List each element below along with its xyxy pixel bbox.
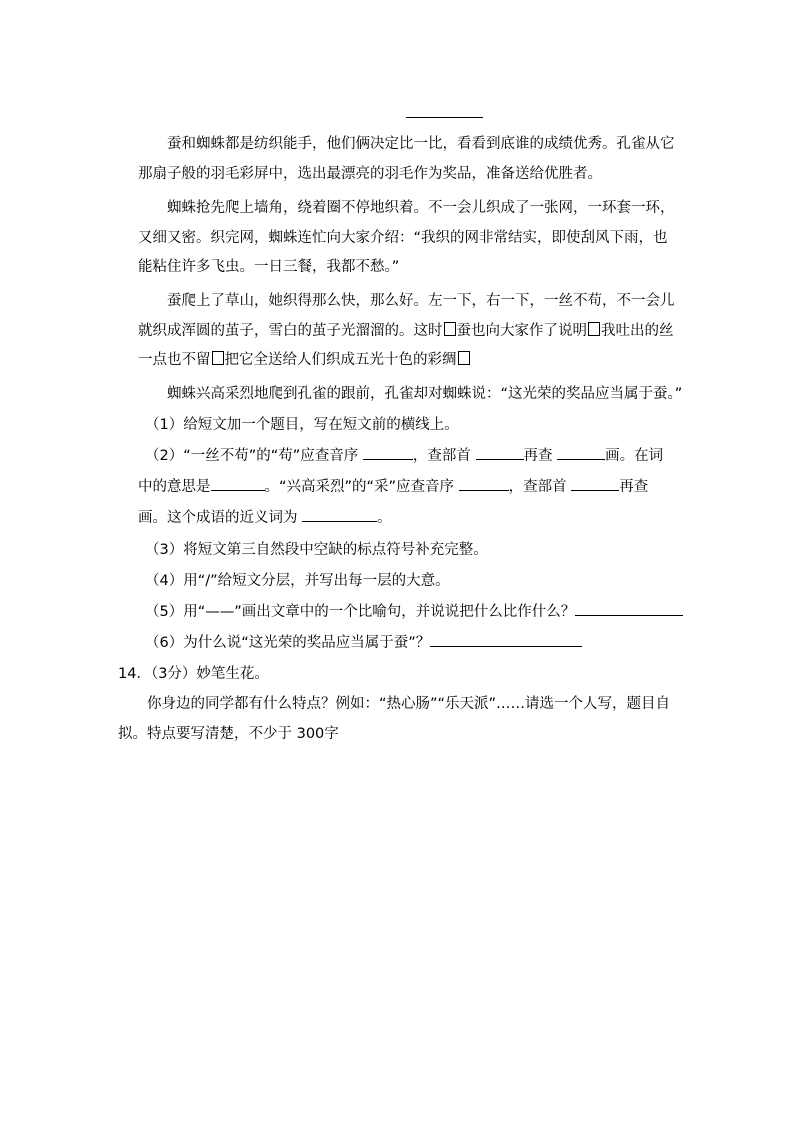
answer-blank[interactable] — [476, 445, 524, 460]
p3-text-b: 蚕也向大家作了说明 — [456, 322, 587, 339]
passage-paragraph-2: 蜘蛛抢先爬上墙角，绕着圈不停地织着。不一会儿织成了一张网，一环套一环，又细又密。织完网，蜘蛛连忙向大家介绍：“我织的网非常结实，即使刮风下雨，也能粘住许多飞虫。一日三餐，我都不愁。” — [138, 200, 675, 275]
question-2-line-1 — [145, 441, 680, 471]
q2-text: （2）“一丝不苟”的“苟”应查音序 — [145, 448, 359, 464]
q2-text: 再查 — [523, 448, 553, 464]
q2-text: 。“兴高采烈”的“采”应查音序 — [264, 479, 455, 495]
question-6 — [145, 628, 680, 658]
passage-paragraph-3 — [138, 287, 678, 376]
q2-text: 中的意思是 — [138, 479, 211, 495]
missing-punctuation-box[interactable] — [458, 351, 470, 365]
q2-text: 。 — [377, 510, 392, 526]
p3-text-d: 把它全送给人们织成五光十色的彩绸 — [224, 352, 457, 368]
question-1: （1）给短文加一个题目，写在短文前的横线上。 — [145, 417, 459, 433]
answer-blank[interactable] — [302, 507, 377, 522]
p3-text-c: 我吐出的丝一点也不留 — [138, 322, 674, 368]
title-blank-line[interactable] — [406, 117, 483, 118]
question-14-prompt: 你身边的同学都有什么特点？例如：“热心肠”“乐天派”……请选一个人写，题目自拟。特点要写清楚，不少于 300字 — [118, 696, 671, 742]
answer-blank[interactable] — [575, 601, 683, 616]
answer-blank[interactable] — [459, 476, 509, 491]
question-5 — [145, 597, 680, 627]
q5-text: （5）用“——”画出文章中的一个比喻句，并说说把什么比作什么？ — [145, 604, 576, 620]
missing-punctuation-box[interactable] — [212, 351, 224, 365]
q2-text: 画。这个成语的近义词为 — [138, 510, 298, 526]
question-3: （3）将短文第三自然段中空缺的标点符号补充完整。 — [145, 542, 488, 558]
q2-text: 再查 — [619, 479, 649, 495]
q2-text: 画。在词 — [605, 448, 664, 464]
question-4: （4）用“/”给短文分层，并写出每一层的大意。 — [145, 573, 450, 589]
q6-text: （6）为什么说“这光荣的奖品应当属于蚕”？ — [145, 635, 431, 651]
answer-blank[interactable] — [363, 445, 413, 460]
answer-blank[interactable] — [430, 632, 582, 647]
answer-blank[interactable] — [211, 476, 265, 491]
missing-punctuation-box[interactable] — [588, 322, 600, 336]
answer-blank[interactable] — [571, 476, 619, 491]
q2-text: ，查部首 — [508, 479, 567, 495]
q2-text: ，查部首 — [412, 448, 471, 464]
p3-text-a: 蚕爬上了草山，她织得那么快，那么好。左一下，右一下，一丝不苟，不一会儿就织成浑圆的茧子，雪白的茧子光溜溜的。这时 — [138, 293, 675, 339]
question-14-heading: 14．（3分）妙笔生花。 — [118, 666, 269, 682]
answer-blank[interactable] — [557, 445, 605, 460]
question-2-line-2 — [138, 472, 673, 502]
question-2-line-3 — [138, 503, 673, 533]
passage-paragraph-4: 蜘蛛兴高采烈地爬到孔雀的跟前，孔雀却对蜘蛛说：“这光荣的奖品应当属于蚕。” — [167, 386, 683, 402]
missing-punctuation-box[interactable] — [444, 322, 456, 336]
passage-paragraph-1: 蚕和蜘蛛都是纺织能手，他们俩决定比一比，看看到底谁的成绩优秀。孔雀从它那扇子般的羽毛彩屏中，选出最漂亮的羽毛作为奖品，准备送给优胜者。 — [138, 136, 675, 182]
